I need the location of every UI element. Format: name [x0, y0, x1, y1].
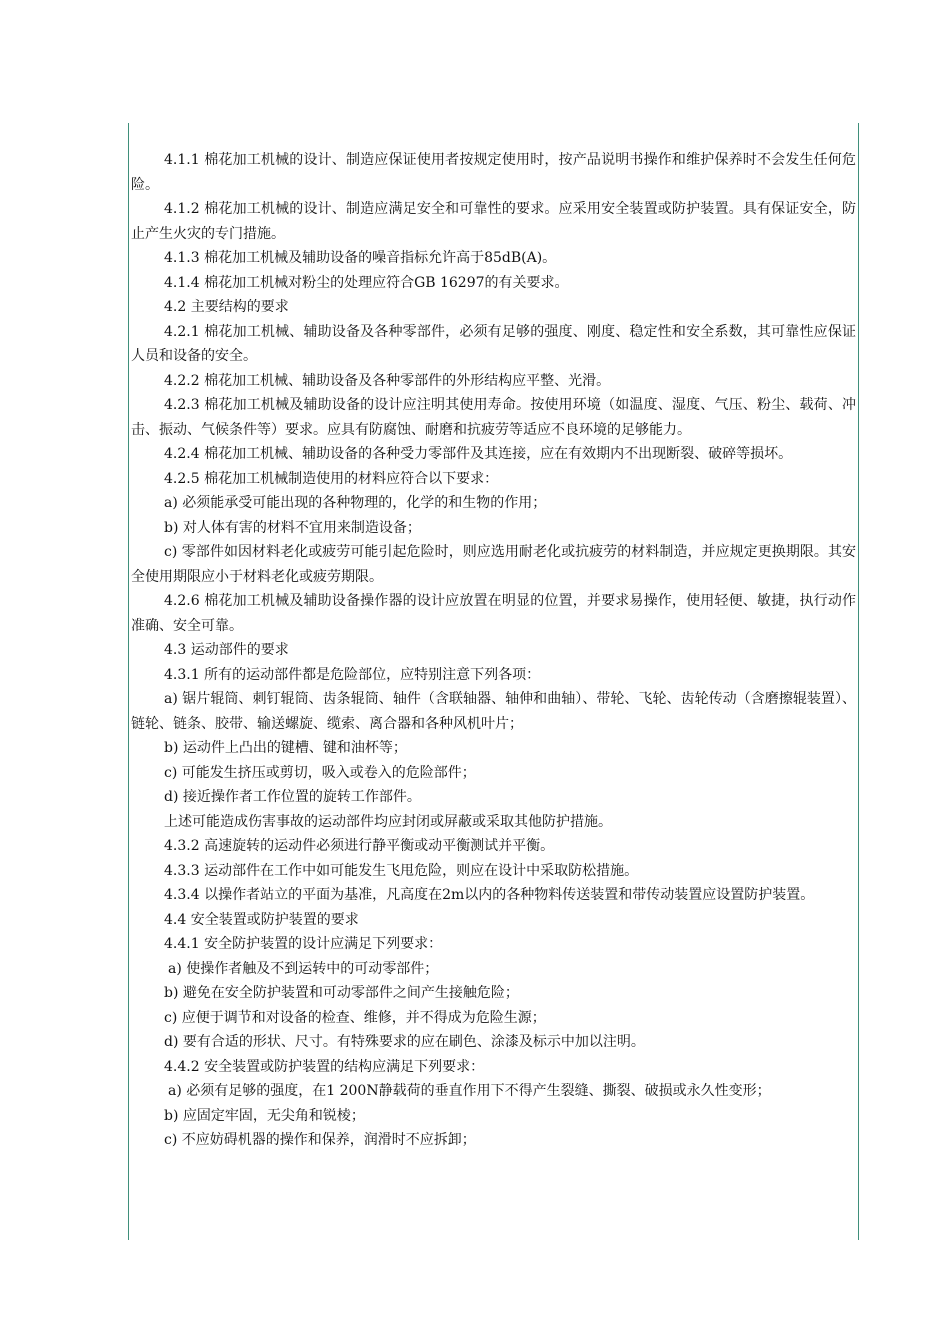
- clause-4-3-2: 4.3.2 高速旋转的运动件必须进行静平衡或动平衡测试并平衡。: [164, 838, 555, 854]
- clause-4-1-3: 4.1.3 棉花加工机械及辅助设备的噪音指标允许高于85dB(A)。: [164, 250, 557, 266]
- list-item-b: b) 避免在安全防护装置和可动零部件之间产生接触危险；: [164, 985, 519, 1001]
- clause-4-2-2: 4.2.2 棉花加工机械、辅助设备及各种零部件的外形结构应平整、光滑。: [164, 372, 611, 389]
- clause-4-2-1: 4.2.1 棉花加工机械、辅助设备及各种零部件，必须有足够的强度、刚度、稳定性和安全系数，其可靠性应保证人员和设备的安全。: [131, 323, 856, 364]
- list-item-a: a) 必须能承受可能出现的各种物理的，化学的和生物的作用；: [164, 495, 547, 511]
- list-item-d: d) 要有合适的形状、尺寸。有特殊要求的应在刷色、涂漆及标示中加以注明。: [164, 1034, 645, 1050]
- clause-4-3-4: 4.3.4 以操作者站立的平面为基准，凡高度在2m以内的各种物料传送装置和带传动装置应设置防护装置。: [164, 887, 815, 903]
- list-item-a: a) 锯片辊筒、刺钉辊筒、齿条辊筒、轴件（含联轴器、轴伸和曲轴）、带轮、飞轮、齿轮传动（含磨擦辊装置）、链轮、链条、胶带、输送螺旋、缆索、离合器和各种风机叶片；: [131, 691, 856, 732]
- clause-4-1-2: 4.1.2 棉花加工机械的设计、制造应满足安全和可靠性的要求。应采用安全装置或防护装置。具有保证安全，防止产生火灾的专门措施。: [131, 201, 856, 242]
- clause-4-4-1: 4.4.1 安全防护装置的设计应满足下列要求：: [164, 936, 443, 952]
- list-item-b: b) 应固定牢固，无尖角和锐棱；: [164, 1107, 365, 1124]
- document-body: [131, 148, 856, 1153]
- list-item-b: b) 对人体有害的材料不宜用来制造设备；: [164, 519, 421, 536]
- clause-4-3-1: 4.3.1 所有的运动部件都是危险部位，应特别注意下列各项：: [164, 666, 541, 683]
- section-heading-4-4: 4.4 安全装置或防护装置的要求: [164, 911, 359, 928]
- clause-4-2-3: 4.2.3 棉花加工机械及辅助设备的设计应注明其使用寿命。按使用环境（如温度、湿度、气压、粉尘、载荷、冲击、振动、气候条件等）要求。应具有防腐蚀、耐磨和抗疲劳等适应不良环境的足够能力。: [131, 397, 856, 438]
- list-item-c: c) 零部件如因材料老化或疲劳可能引起危险时，则应选用耐老化或抗疲劳的材料制造，并应规定更换期限。其安全使用期限应小于材料老化或疲劳期限。: [131, 544, 856, 585]
- section-heading-4-2: 4.2 主要结构的要求: [164, 299, 289, 315]
- clause-4-2-6: 4.2.6 棉花加工机械及辅助设备操作器的设计应放置在明显的位置，并要求易操作，使用轻便、敏捷，执行动作准确、安全可靠。: [131, 593, 856, 634]
- summary-note: 上述可能造成伤害事故的运动部件均应封闭或屏蔽或采取其他防护措施。: [164, 813, 612, 830]
- list-item-c: c) 应便于调节和对设备的检查、维修，并不得成为危险生源；: [164, 1009, 546, 1026]
- list-item-a: a) 使操作者触及不到运转中的可动零部件；: [168, 960, 439, 977]
- clause-4-4-2: 4.4.2 安全装置或防护装置的结构应满足下列要求：: [164, 1058, 485, 1075]
- section-heading-4-3: 4.3 运动部件的要求: [164, 642, 289, 658]
- clause-4-1-1: 4.1.1 棉花加工机械的设计、制造应保证使用者按规定使用时，按产品说明书操作和维护保养时不会发生任何危险。: [131, 152, 856, 193]
- clause-4-2-4: 4.2.4 棉花加工机械、辅助设备的各种受力零部件及其连接，应在有效期内不出现断裂、破碎等损坏。: [164, 446, 793, 462]
- list-item-d: d) 接近操作者工作位置的旋转工作部件。: [164, 789, 421, 805]
- list-item-a: a) 必须有足够的强度，在1 200N静载荷的垂直作用下不得产生裂缝、撕裂、破损或永久性变形；: [168, 1083, 771, 1099]
- list-item-b: b) 运动件上凸出的键槽、键和油杯等；: [164, 740, 407, 756]
- list-item-c: c) 不应妨碍机器的操作和保养，润滑时不应拆卸；: [164, 1132, 476, 1148]
- clause-4-1-4: 4.1.4 棉花加工机械对粉尘的处理应符合GB 16297的有关要求。: [164, 274, 569, 291]
- clause-4-2-5: 4.2.5 棉花加工机械制造使用的材料应符合以下要求：: [164, 470, 499, 487]
- list-item-c: c) 可能发生挤压或剪切，吸入或卷入的危险部件；: [164, 764, 476, 781]
- clause-4-3-3: 4.3.3 运动部件在工作中如可能发生飞甩危险，则应在设计中采取防松措施。: [164, 862, 639, 879]
